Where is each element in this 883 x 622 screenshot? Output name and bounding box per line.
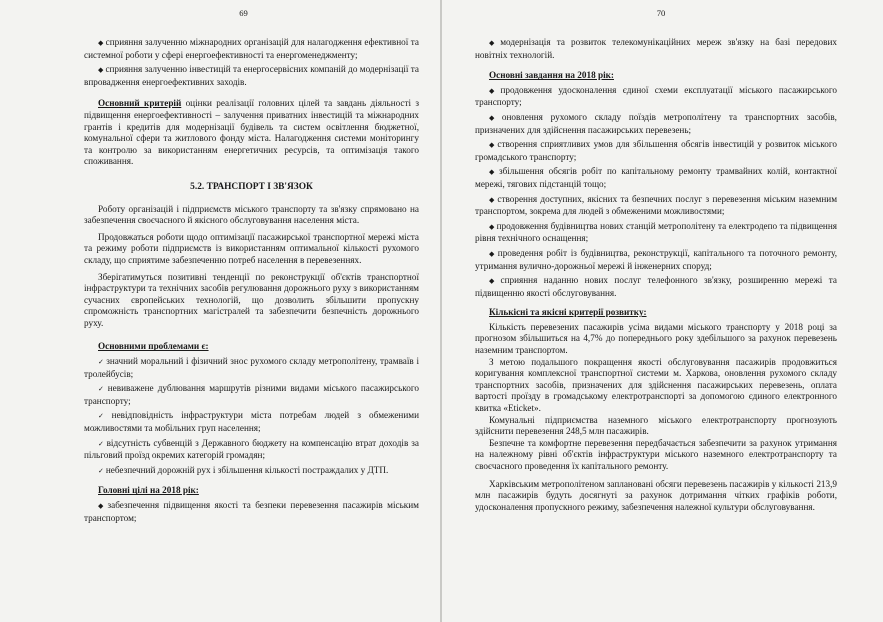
task-item: ◆ сприяння наданню нових послуг телефонного зв'язку, розширенню мережі та підвищенню якості обслуговування. [475, 275, 837, 298]
paragraph: Кількість перевезених пасажирів усіма видами міського транспорту у 2018 році за прогнозом збільшиться на 4,7% до попереднього року здебільшого за рахунок перевезень наземним транспортом. [475, 321, 837, 356]
page-number: 69 [239, 8, 248, 18]
task-item: ◆ оновлення рухомого складу поїздів метрополітену та транспортних засобів, призначених для здійснення пасажирських перевезень; [475, 111, 837, 135]
paragraph: Продовжаться роботи щодо оптимізації пасажирської транспортної мережі міста та режиму роботи підприємств із використанням оптимальної кількості рухомого складу, що сприятиме забезпеченню потреб населення в перевезеннях. [84, 231, 419, 265]
diamond-bullet-icon: ◆ [489, 195, 496, 204]
problem-item: ✓ небезпечний дорожній рух і збільшення кількості постраждалих у ДТП. [98, 464, 389, 475]
diamond-bullet-icon: ◆ [98, 502, 106, 510]
diamond-bullet-icon: ◆ [98, 39, 104, 47]
checkmark-bullet-icon: ✓ [98, 439, 105, 448]
task-item: ◆ створення сприятливих умов для збільшення обсягів інвестицій у розвиток міського громадського транспорту; [475, 139, 837, 162]
paragraph: З метою подальшого покращення якості обслуговування пасажирів продовжиться коригування комплексної транспортної системи м. Харкова, оновлення рухомого складу транспортних засобів, призначених для здійснення пасажирських перевезень, оплата вартості проїзду в громадському електротранспорті за допомогою єдиного електронного квитка «Eticket». [475, 356, 837, 414]
task-item: ◆ створення доступних, якісних та безпечних послуг з перевезення міським наземним транспортом, зокрема для людей з обмеженими можливостями; [475, 193, 838, 217]
problems-heading: Основними проблемами є: [98, 341, 209, 352]
goal-item: ◆ забезпечення підвищення якості та безпеки перевезення пасажирів міським транспортом; [84, 500, 419, 523]
task-item: ◆ збільшення обсягів робіт по капітальному ремонту трамвайних колій, контактної мережі, тягових підстанцій тощо; [475, 166, 837, 189]
criterion-paragraph: Основний критерій оцінки реалізації головних цілей та завдань діяльності з підвищення енергоефективності – залучення приватних інвестицій та міжнародних грантів і кредитів для модернізації будівель та систем освітлення бюджетної, комунальної сфери та житлового фонду міста. Налагодження системи моніторингу та контролю за використанням енергетичних ресурсів, та оптимізація такого споживання. [84, 98, 420, 167]
goals-heading: Головні цілі на 2018 рік: [98, 485, 199, 496]
criterion-label: Основний критерій [98, 98, 182, 109]
diamond-bullet-icon: ◆ [489, 222, 495, 231]
problem-item: ✓ невиважене дублювання маршрутів різними видами міського пасажирського транспорту; [84, 383, 419, 406]
paragraph: Роботу організацій і підприємств міського транспорту та зв'язку спрямовано на забезпечення своєчасного й якісного обслуговування населення міста. [84, 203, 419, 226]
diamond-bullet-icon: ◆ [489, 86, 499, 95]
page-right [441, 0, 883, 622]
tasks-heading: Основні завдання на 2018 рік: [489, 70, 614, 81]
bullet-item: ◆ сприяння залученню інвестицій та енергосервісних компаній до модернізації та впровадження енергоефективних заходів. [84, 64, 420, 87]
checkmark-bullet-icon: ✓ [98, 358, 105, 367]
problem-item: ✓ відсутність субвенцій з Державного бюджету на компенсацію втрат доходів за пільговий проїзд окремих категорій громадян; [84, 437, 419, 461]
diamond-bullet-icon: ◆ [489, 249, 496, 258]
diamond-bullet-icon: ◆ [489, 168, 497, 177]
diamond-bullet-icon: ◆ [489, 39, 499, 47]
checkmark-bullet-icon: ✓ [98, 466, 104, 475]
diamond-bullet-icon: ◆ [489, 113, 500, 122]
section-title: 5.2. ТРАНСПОРТ І ЗВ'ЯЗОК [190, 181, 313, 192]
task-item: ◆ проведення робіт із будівництва, реконструкції, капітального та поточного ремонту, утримання вулично-дорожньої мережі й інженерних споруд; [475, 247, 837, 271]
diamond-bullet-icon: ◆ [489, 277, 499, 286]
problem-item: ✓ невідповідність інфраструктури міста потребам людей з обмеженими можливостями та мобільних груп населення; [84, 410, 419, 434]
task-item: ◆ продовження удосконалення єдиної схеми експлуатації міського пасажирського транспорту; [475, 84, 837, 108]
paragraph: Зберігатимуться позитивні тенденції по реконструкції об'єктів транспортної інфраструктури та технічних засобів регулювання дорожнього руху з використанням сучасних європейських технологій, що дозволить збільшити пропускну спроможність транспортних магістралей та забезпечити безпечність дорожнього руху. [84, 271, 419, 328]
task-item: ◆ продовження будівництва нових станцій метрополітену та електродепо та підвищення рівня технічного оснащення; [475, 220, 837, 244]
diamond-bullet-icon: ◆ [489, 141, 496, 150]
page-number: 70 [656, 8, 666, 18]
goal-item: ◆ модернізація та розвиток телекомунікаційних мереж зв'язку на базі передових новітніх технологій. [475, 37, 837, 60]
diamond-bullet-icon: ◆ [98, 66, 104, 75]
criteria-heading: Кількісні та якісні критерії розвитку: [489, 307, 647, 318]
bullet-item: ◆ сприяння залученню міжнародних організацій для налагодження ефективної та системної роботи у сфері енергоефективності та енергоменеджменту; [84, 37, 420, 60]
checkmark-bullet-icon: ✓ [98, 412, 110, 421]
paragraph: Комунальні підприємства наземного міського електротранспорту прогнозують здійснити перевезення 248,5 млн пасажирів. [475, 414, 837, 437]
paragraph: Безпечне та комфортне перевезення передбачається забезпечити за рахунок утримання на належному рівні об'єктів інфраструктури міського наземного електротранспорту та своєчасного проведення їх капітального ремонту. [475, 437, 837, 471]
page-left [0, 0, 441, 622]
problem-item: ✓ значний моральний і фізичний знос рухомого складу метрополітену, трамваїв і тролейбусів; [84, 356, 419, 379]
checkmark-bullet-icon: ✓ [98, 385, 106, 394]
paragraph: Харківським метрополітеном заплановані обсяги перевезень пасажирів у кількості 213,9 млн пасажирів будуть досягнуті за рахунок дотримання чітких графіків роботи, удосконалення пропускного режиму, забезпечення належної культури обслуговування. [475, 478, 837, 512]
